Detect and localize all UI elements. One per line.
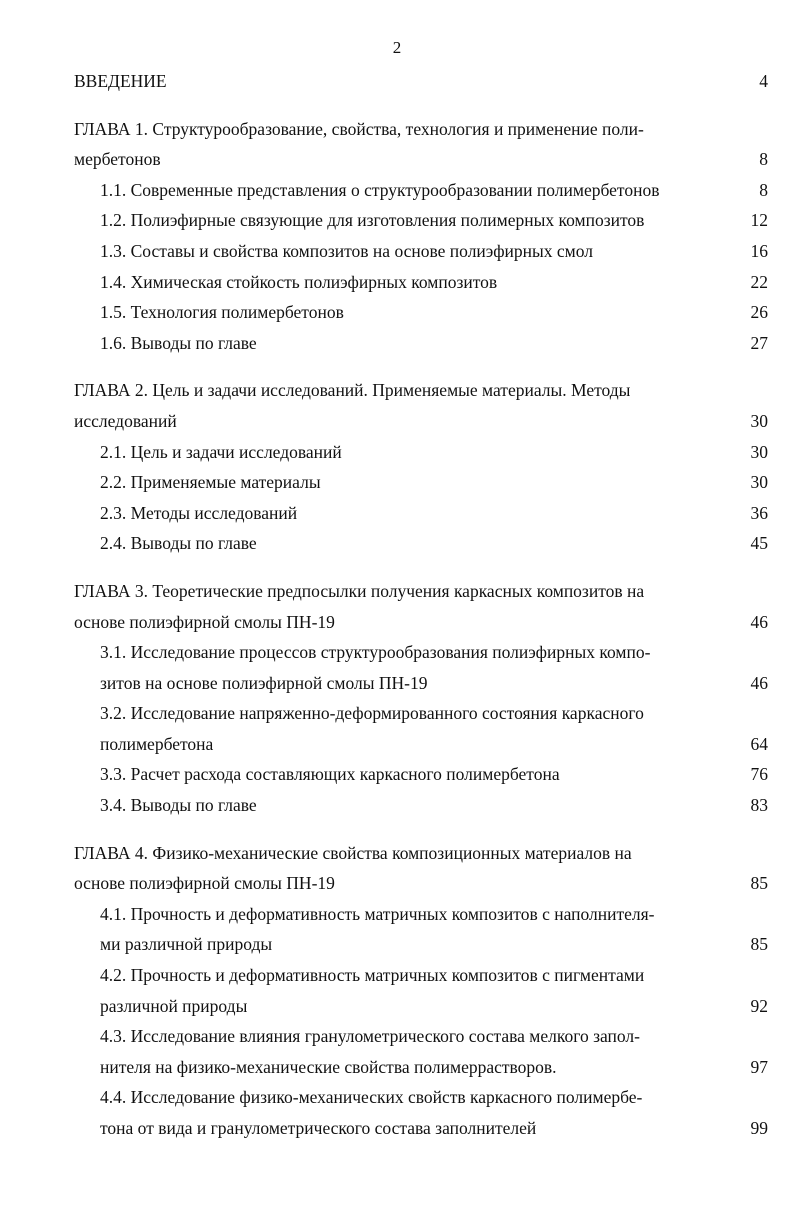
chapter-1-page: 8 bbox=[759, 149, 768, 170]
chapter-2-page: 30 bbox=[750, 410, 768, 431]
section-3-2: 3.2. Исследование напряженно-деформированного состояния каркасного bbox=[100, 703, 644, 724]
section-3-4: 3.4. Выводы по главе 83 bbox=[100, 795, 768, 816]
table-of-contents bbox=[74, 66, 768, 1144]
toc-entry-page: 4 bbox=[759, 71, 768, 91]
section-4-1: 4.1. Прочность и деформативность матричных композитов с наполнителя- bbox=[100, 903, 655, 924]
section-1-4: 1.4. Химическая стойкость полиэфирных композитов 22 bbox=[100, 271, 768, 292]
chapter-2-title-cont: исследований 30 bbox=[74, 406, 768, 437]
chapter-1-title-cont: мербетонов 8 bbox=[74, 144, 768, 175]
chapter-3-title-cont: основе полиэфирной смолы ПН-19 46 bbox=[74, 607, 768, 638]
section-2-4: 2.4. Выводы по главе 45 bbox=[100, 533, 768, 554]
page-number: 2 bbox=[392, 38, 402, 57]
section-1-5: 1.5. Технология полимербетонов 26 bbox=[100, 302, 768, 323]
chapter-4-title-cont: основе полиэфирной смолы ПН-19 85 bbox=[74, 868, 768, 899]
section-2-3: 2.3. Методы исследований 36 bbox=[100, 502, 768, 523]
toc-entry-title: ВВЕДЕНИЕ bbox=[74, 71, 167, 91]
section-4-3-cont: нителя на физико-механические свойства полимеррастворов. 97 bbox=[100, 1056, 768, 1077]
section-4-4-cont: тона от вида и гранулометрического состава заполнителей 99 bbox=[100, 1118, 768, 1138]
section-1-2: 1.2. Полиэфирные связующие для изготовления полимерных композитов 12 bbox=[100, 210, 768, 231]
section-3-3: 3.3. Расчет расхода составляющих каркасного полимербетона 76 bbox=[100, 764, 768, 785]
section-4-3: 4.3. Исследование влияния гранулометрического состава мелкого запол- bbox=[100, 1026, 640, 1047]
chapter-3-page: 46 bbox=[750, 611, 768, 632]
toc-entry-intro bbox=[74, 66, 768, 97]
section-2-2: 2.2. Применяемые материалы 30 bbox=[100, 472, 768, 493]
section-1-6: 1.6. Выводы по главе 27 bbox=[100, 332, 768, 353]
section-4-2-cont: различной природы 92 bbox=[100, 995, 768, 1016]
section-3-1: 3.1. Исследование процессов структурообразования полиэфирных компо- bbox=[100, 642, 651, 663]
chapter-3-title: ГЛАВА 3. Теоретические предпосылки получения каркасных композитов на bbox=[74, 580, 645, 601]
section-4-4: 4.4. Исследование физико-механических свойств каркасного полимербе- bbox=[100, 1087, 643, 1108]
chapter-1-title: ГЛАВА 1. Структурообразование, свойства, технология и применение поли- bbox=[74, 118, 644, 139]
chapter-2-title: ГЛАВА 2. Цель и задачи исследований. Применяемые материалы. Методы bbox=[74, 380, 631, 401]
section-1-3: 1.3. Составы и свойства композитов на основе полиэфирных смол 16 bbox=[100, 240, 768, 261]
chapter-4-page: 85 bbox=[750, 873, 768, 894]
section-2-1: 2.1. Цель и задачи исследований 30 bbox=[100, 441, 768, 462]
chapter-4-title: ГЛАВА 4. Физико-механические свойства композиционных материалов на bbox=[74, 842, 632, 863]
section-4-2: 4.2. Прочность и деформативность матричных композитов с пигментами bbox=[100, 965, 645, 986]
section-4-1-cont: ми различной природы 85 bbox=[100, 934, 768, 955]
section-3-2-cont: полимербетона 64 bbox=[100, 733, 768, 754]
section-3-1-cont: зитов на основе полиэфирной смолы ПН-19 46 bbox=[100, 672, 768, 693]
section-1-1: 1.1. Современные представления о структурообразовании полимербетонов 8 bbox=[100, 179, 768, 200]
